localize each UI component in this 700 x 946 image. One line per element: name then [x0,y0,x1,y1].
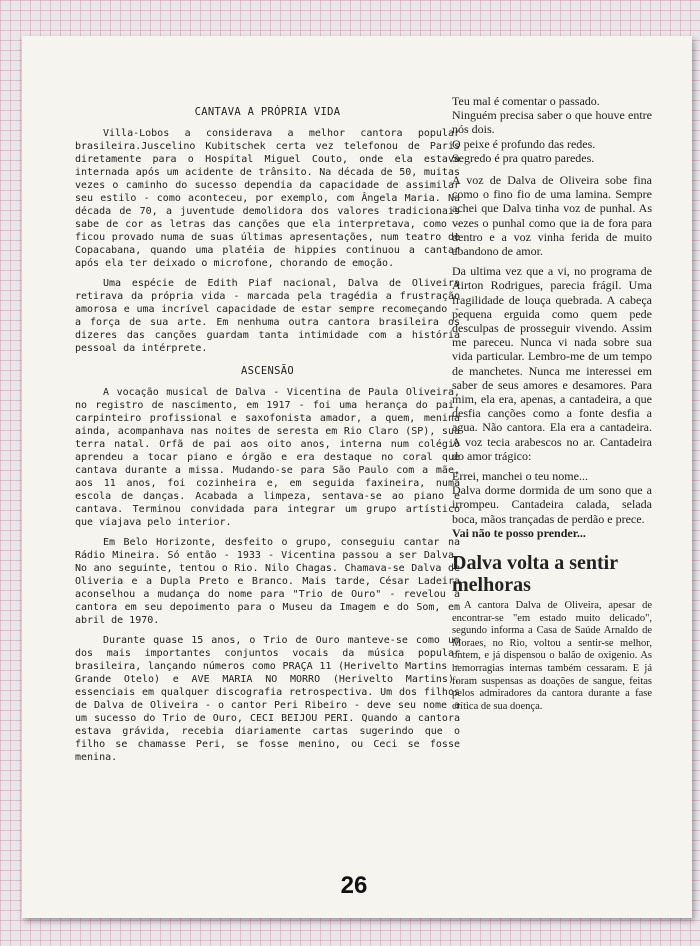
verse-line: Vai não te posso prender... [452,525,586,540]
verse-line: Dalva dorme dormida de um sono que a irrompeu. Cantadeira calada, selada boca, mãos trançadas de perdão e prece. [452,483,652,526]
right-column [452,94,652,719]
section-heading-ascensao: ASCENSÃO [241,365,294,377]
paragraph: Villa-Lobos a considerava a melhor cantora popular brasileira.Juscelino Kubitschek certa vez telefonou de Paris diretamente para o Hospital Miguel Couto, onde ela estava internada após um acidente de trânsito. Na década de 50, muitas vezes o caminho do sucesso dependia da capacidade de assimilar seu estilo - como aconteceu, por exemplo, com Ângela Maria. Na década de 70, a juventude demolidora dos valores tradicionais sabe de cor as letras das canções que ela interpretava, como - ficou provado numa de suas últimas apresentações, num teatro de Copacabana, quando uma platéia de hippies continuou a cantar após ela ter deixado o microfone, chorando de emoção. [75,128,460,269]
paragraph: A vocação musical de Dalva - Vicentina de Paula Oliveira, no registro de nascimento, em 1917 - foi uma herança do pai, carpinteiro profissional e saxofonista amador, a quem, menina ainda, acompanhava nas noites de seresta em Rio Claro (SP), sua terra natal. Orfã de pai aos oito anos, interna num colégio aprendeu a tocar piano e órgão e era destaque no coral que cantava durante a missa. Mudando-se para São Paulo com a mãe, aos 11 anos, foi cozinheira e, em seguida faxineira, numa escola de danças. Acabada a limpeza, sentava-se ao piano e cantava. Terminou convidada para integrar um grupo artístico que viajava pelo interior. [75,387,460,528]
paragraph: Uma espécie de Edith Piaf nacional, Dalva de Oliveira retirava da própria vida - marcada pela tragédia a frustração amorosa e uma incrível capacidade de estar sempre recomeçando - a força de sua arte. Em nenhuma outra cantora brasileira os dizeres das canções guardam tanta intimidade com a história pessoal da intérprete. [75,278,460,354]
verse-line: O peixe é profundo das redes. [452,136,596,151]
news-body: A cantora Dalva de Oliveira, apesar de encontrar-se "em estado muito delicado", segundo informa a Casa de Saúde Arnaldo de Moraes, no Rio, voltou a sentir-se melhor, ontem, e já dispensou o balão de oxigenio. As hemorragias internas também cessaram. E já foram suspensas as doações de sangue, feitas pelos admiradores da cantora durante a fase crítica de sua doença. [452,600,652,712]
news-headline: Dalva volta a sentir melhoras [452,552,618,597]
section-heading-cantava: CANTAVA A PRÓPRIA VIDA [194,106,341,118]
paragraph: Da ultima vez que a vi, no programa de Airton Rodrigues, parecia frágil. Uma fragilidade de louça quebrada. A cabeça pequena erguida como quem pede desculpas de prosseguir vivendo. Assim me pareceu. Nunca vi nada sobre sua vida particular. Lembro-me de um tempo de manchetes. Nunca me interessei em saber de seus amores e desamores. Para mim, ela era, apenas, a cantadeira, a que desfia canções como a fonte desfia a agua. Não cantora. Ela era a cantadeira. A voz tecia arabescos no ar. Cantadeira do amor trágico: [452,264,652,463]
verse-line: Segredo é pra quatro paredes. [452,150,595,165]
paragraph: A voz de Dalva de Oliveira sobe fina como o fino fio de uma lamina. Sempre achei que Dalva tinha voz de punhal. As vezes o punhal como que ia de fora para dentro e a voz vinha ferida de muito abandono de amor. [452,173,652,259]
magazine-page [22,36,692,918]
verse-line: Ninguém precisa saber o que houve entre nós dois. [452,108,652,137]
paragraph: Durante quase 15 anos, o Trio de Ouro manteve-se como um dos mais importantes conjuntos vocais da música popular brasileira, lançando números como PRAÇA 11 (Herivelto Martins - Grande Otelo) e AVE MARIA NO MORRO (Herivelto Martins), essenciais em qualquer discografia retrospectiva. Um dos filhos de Dalva de Oliveira - o cantor Peri Ribeiro - deve seu nome a um sucesso do Trio de Ouro, CECI BEIJOU PERI. Quando a cantora estava grávida, recebia diariamente cartas sugerindo que o filho se chamasse Peri, se fosse menino, ou Ceci se fosse menina. [75,635,460,763]
paragraph: Em Belo Horizonte, desfeito o grupo, conseguiu cantar na Rádio Mineira. Só então - 1933 - Vicentina passou a ser Dalva. No ano seguinte, tentou o Rio. Nilo Chagas. Chamava-se Dalva de Oliveria e a Dupla Preto e Branco. Mais tarde, César Ladeira aconselhou a mudança do nome para "Trio de Ouro" - revelou a cantora em seu depoimento para o Museu da Imagem e do Som, em abril de 1970. [75,537,460,626]
verse-line: Errei, manchei o teu nome... [452,469,588,484]
verse-block [452,94,652,165]
verse-block [452,469,652,540]
verse-line: Teu mal é comentar o passado. [452,94,600,108]
page-number: 26 [340,872,368,899]
left-column [75,106,460,771]
